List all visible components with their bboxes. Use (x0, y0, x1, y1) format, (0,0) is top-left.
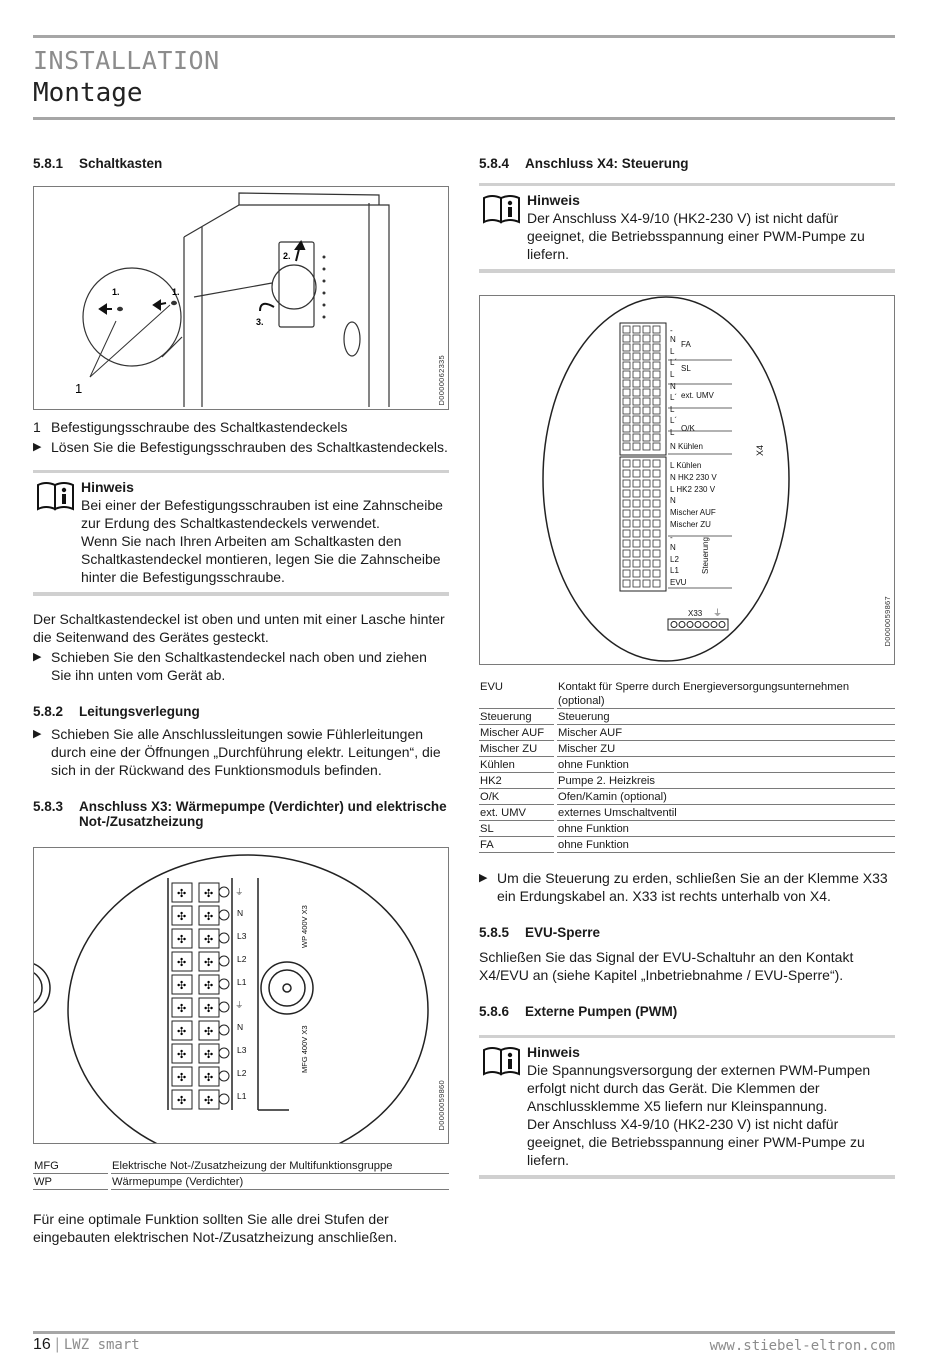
x3-legend-table (33, 1158, 449, 1190)
svg-text:N: N (670, 496, 676, 505)
x4-terminal-diagram (480, 296, 894, 664)
x3-label: L2 (237, 1068, 247, 1078)
right-column (479, 156, 895, 1179)
section-5-8-1-heading: 5.8.1 Schaltkasten (33, 156, 163, 171)
svg-text:FA: FA (681, 340, 691, 349)
svg-text:⏚: ⏚ (235, 887, 244, 897)
section-5-8-2-heading: 5.8.2 Leitungsverlegung (33, 704, 200, 719)
note-text: Wenn Sie nach Ihren Arbeiten am Schaltkasten den Schaltkastendeckel montieren, legen Sie die Zahnscheibe hinter die Befestigungsschraube. (81, 533, 441, 585)
note-text: Der Anschluss X4-9/10 (HK2-230 V) ist nicht dafür geeignet, die Betriebsspannung einer PWM-Pumpe zu liefern. (527, 210, 865, 262)
instruction-bullet: ▶ Schieben Sie den Schaltkastendeckel nach oben und ziehen Sie ihn unten vom Gerät ab. (33, 649, 427, 683)
svg-text:✣: ✣ (177, 934, 187, 946)
svg-text:N Kühlen: N Kühlen (670, 442, 703, 451)
table-row: O/K Ofen/Kamin (optional) (479, 789, 895, 805)
figure-anschluss-x4 (479, 295, 895, 665)
svg-text:✣: ✣ (177, 1003, 187, 1015)
note-box-1 (33, 470, 449, 596)
info-book-icon (482, 1044, 522, 1076)
paragraph: Schließen Sie das Signal der EVU-Schaltuhr an den Kontakt X4/EVU an (siehe Kapitel „Inbetriebnahme / EVU-Sperre“). (479, 949, 854, 983)
svg-text:✣: ✣ (177, 1049, 187, 1061)
note-title: Hinweis (81, 479, 134, 495)
table-row: FA ohne Funktion (479, 837, 895, 853)
svg-text:⏚: ⏚ (235, 1000, 244, 1010)
table-row: Mischer ZU Mischer ZU (479, 741, 895, 757)
svg-text:SL: SL (681, 364, 691, 373)
svg-text:L2: L2 (670, 555, 679, 564)
svg-text:✣: ✣ (177, 1072, 187, 1084)
x3-label: N (237, 1022, 244, 1032)
info-book-icon (36, 479, 76, 511)
footer-url: www.stiebel-eltron.com (709, 1338, 895, 1354)
svg-text:ext. UMV: ext. UMV (681, 391, 714, 400)
svg-text:L Kühlen: L Kühlen (670, 461, 702, 470)
fig1-label-2: 2. (283, 251, 291, 261)
info-book-icon (482, 192, 522, 224)
note-box-2 (479, 183, 895, 273)
svg-text:L1: L1 (670, 566, 679, 575)
svg-text:L HK2 230 V: L HK2 230 V (670, 485, 716, 494)
svg-text:✣: ✣ (177, 1095, 187, 1107)
svg-text:-: - (670, 326, 673, 335)
legend-item: 1 Befestigungsschraube des Schaltkastendeckels (33, 419, 348, 435)
page-number: 16 (33, 1336, 51, 1353)
table-row: EVU Kontakt für Sperre durch Energieversorgungsunternehmen (optional) (479, 679, 895, 709)
svg-text:✣: ✣ (204, 1072, 214, 1084)
instruction-bullet: ▶ Lösen Sie die Befestigungsschrauben des Schaltkastendeckels. (33, 439, 448, 455)
footer-rule (33, 1331, 895, 1334)
fig1-label-1b: 1. (172, 287, 180, 297)
x3-label: L2 (237, 954, 247, 964)
paragraph: Für eine optimale Funktion sollten Sie alle drei Stufen der eingebauten elektrischen Not-/Zusatzheizung anschließen. (33, 1211, 398, 1245)
table-row: ext. UMV externes Umschaltventil (479, 805, 895, 821)
x3-label: L3 (237, 931, 247, 941)
x4-legend-table (479, 679, 895, 853)
x4-label: X4 (755, 444, 765, 456)
svg-text:✣: ✣ (204, 957, 214, 969)
instruction-bullet: ▶ Schieben Sie alle Anschlussleitungen sowie Fühlerleitungen durch eine der Öffnungen „Durchführung elektr. Leitungen“, die sich in der Rückwand des Funktionsmoduls befinden. (33, 726, 441, 778)
page-title: Montage (33, 78, 143, 108)
x4-terminal-rows (620, 323, 666, 591)
fig1-label-1a: 1. (112, 287, 120, 297)
table-row: SL ohne Funktion (479, 821, 895, 837)
svg-text:✣: ✣ (177, 888, 187, 900)
note-title: Hinweis (527, 1044, 580, 1060)
paragraph: Der Schaltkastendeckel ist oben und unten mit einer Lasche hinter die Seitenwand des Gerätes gesteckt. (33, 611, 445, 645)
table-row: HK2 Pumpe 2. Heizkreis (479, 773, 895, 789)
svg-text:L´: L´ (670, 416, 678, 425)
note-text: Der Anschluss X4-9/10 (HK2-230 V) ist nicht dafür geeignet, die Betriebsspannung einer PWM-Pumpe zu liefern. (527, 1116, 865, 1168)
svg-text:✣: ✣ (204, 1095, 214, 1107)
svg-text:N: N (670, 382, 676, 391)
table-row: Steuerung Steuerung (479, 709, 895, 725)
note-text: Die Spannungsversorgung der externen PWM-Pumpen erfolgt nicht durch das Gerät. Die Klemmen der Anschlussklemme X5 liefern nur Kleinspannung. (527, 1062, 871, 1114)
svg-text:L: L (670, 347, 675, 356)
svg-text:✣: ✣ (204, 1049, 214, 1061)
x3-label: L1 (237, 1091, 247, 1101)
svg-text:N: N (670, 543, 676, 552)
schaltkasten-illustration (34, 187, 448, 409)
table-row: Kühlen ohne Funktion (479, 757, 895, 773)
section-5-8-6-heading: 5.8.6 Externe Pumpen (PWM) (479, 1004, 678, 1019)
figure-code: D0000062335 (437, 355, 446, 406)
svg-text:-: - (670, 533, 673, 542)
instruction-bullet: ▶ Um die Steuerung zu erden, schließen Sie an der Klemme X33 ein Erdungskabel an. X33 ist rechts unterhalb von X4. (479, 870, 888, 904)
svg-text:N HK2 230 V: N HK2 230 V (670, 473, 717, 482)
figure-code: D0000059860 (437, 1080, 446, 1131)
svg-text:✣: ✣ (177, 911, 187, 923)
page-footer: 16 | LWZ smart (33, 1336, 140, 1353)
svg-text:✣: ✣ (177, 1026, 187, 1038)
x4-steuerung-label: Steuerung (701, 537, 710, 574)
x3-label: L1 (237, 977, 247, 987)
section-5-8-5-heading: 5.8.5 EVU-Sperre (479, 925, 601, 940)
svg-text:L: L (670, 370, 675, 379)
svg-text:L: L (670, 405, 675, 414)
fig1-callout-1: 1 (75, 381, 83, 396)
note-text: Bei einer der Befestigungsschrauben ist eine Zahnscheibe zur Erdung des Schaltkastendeckels verwendet. (81, 497, 443, 531)
table-row: Mischer AUF Mischer AUF (479, 725, 895, 741)
svg-text:L´: L´ (670, 358, 678, 367)
svg-text:N: N (670, 335, 676, 344)
svg-text:⏚: ⏚ (713, 608, 723, 618)
svg-text:✣: ✣ (204, 1026, 214, 1038)
svg-text:✣: ✣ (204, 888, 214, 900)
note-box-3 (479, 1035, 895, 1179)
figure-anschluss-x3 (33, 847, 449, 1144)
svg-text:L´: L´ (670, 393, 678, 402)
left-column (33, 156, 449, 1246)
table-row: MFG Elektrische Not-/Zusatzheizung der Multifunktionsgruppe (33, 1158, 449, 1174)
svg-text:EVU: EVU (670, 578, 687, 587)
table-row: WP Wärmepumpe (Verdichter) (33, 1174, 449, 1190)
svg-text:L: L (670, 428, 675, 437)
svg-text:✣: ✣ (177, 980, 187, 992)
svg-text:✣: ✣ (204, 934, 214, 946)
svg-text:O/K: O/K (681, 424, 695, 433)
x3-terminal-diagram (34, 848, 448, 1143)
x3-label: N (237, 908, 244, 918)
fig1-label-3: 3. (256, 317, 264, 327)
section-5-8-4-heading: 5.8.4 Anschluss X4: Steuerung (479, 156, 689, 171)
svg-text:✣: ✣ (204, 1003, 214, 1015)
x33-label: X33 (688, 609, 703, 618)
svg-text:Mischer ZU: Mischer ZU (670, 520, 711, 529)
x3-label: L3 (237, 1045, 247, 1055)
figure-code: D0000059867 (883, 596, 892, 647)
x3-group-mfg: MFG 400V X3 (300, 1025, 309, 1073)
section-5-8-3-heading: 5.8.3 Anschluss X3: Wärmepumpe (Verdichter) und elektrische Not-/Zusatzheizung (33, 799, 447, 829)
svg-text:✣: ✣ (204, 980, 214, 992)
x3-group-wp: WP 400V X3 (300, 905, 309, 948)
figure-schaltkasten (33, 186, 449, 410)
note-title: Hinweis (527, 192, 580, 208)
svg-text:Mischer AUF: Mischer AUF (670, 508, 716, 517)
product-name: LWZ smart (63, 1337, 140, 1353)
svg-text:✣: ✣ (177, 957, 187, 969)
chapter-kicker: INSTALLATION (33, 46, 220, 75)
header-rule-bottom (33, 117, 895, 120)
header-rule-top (33, 35, 895, 38)
svg-text:✣: ✣ (204, 911, 214, 923)
